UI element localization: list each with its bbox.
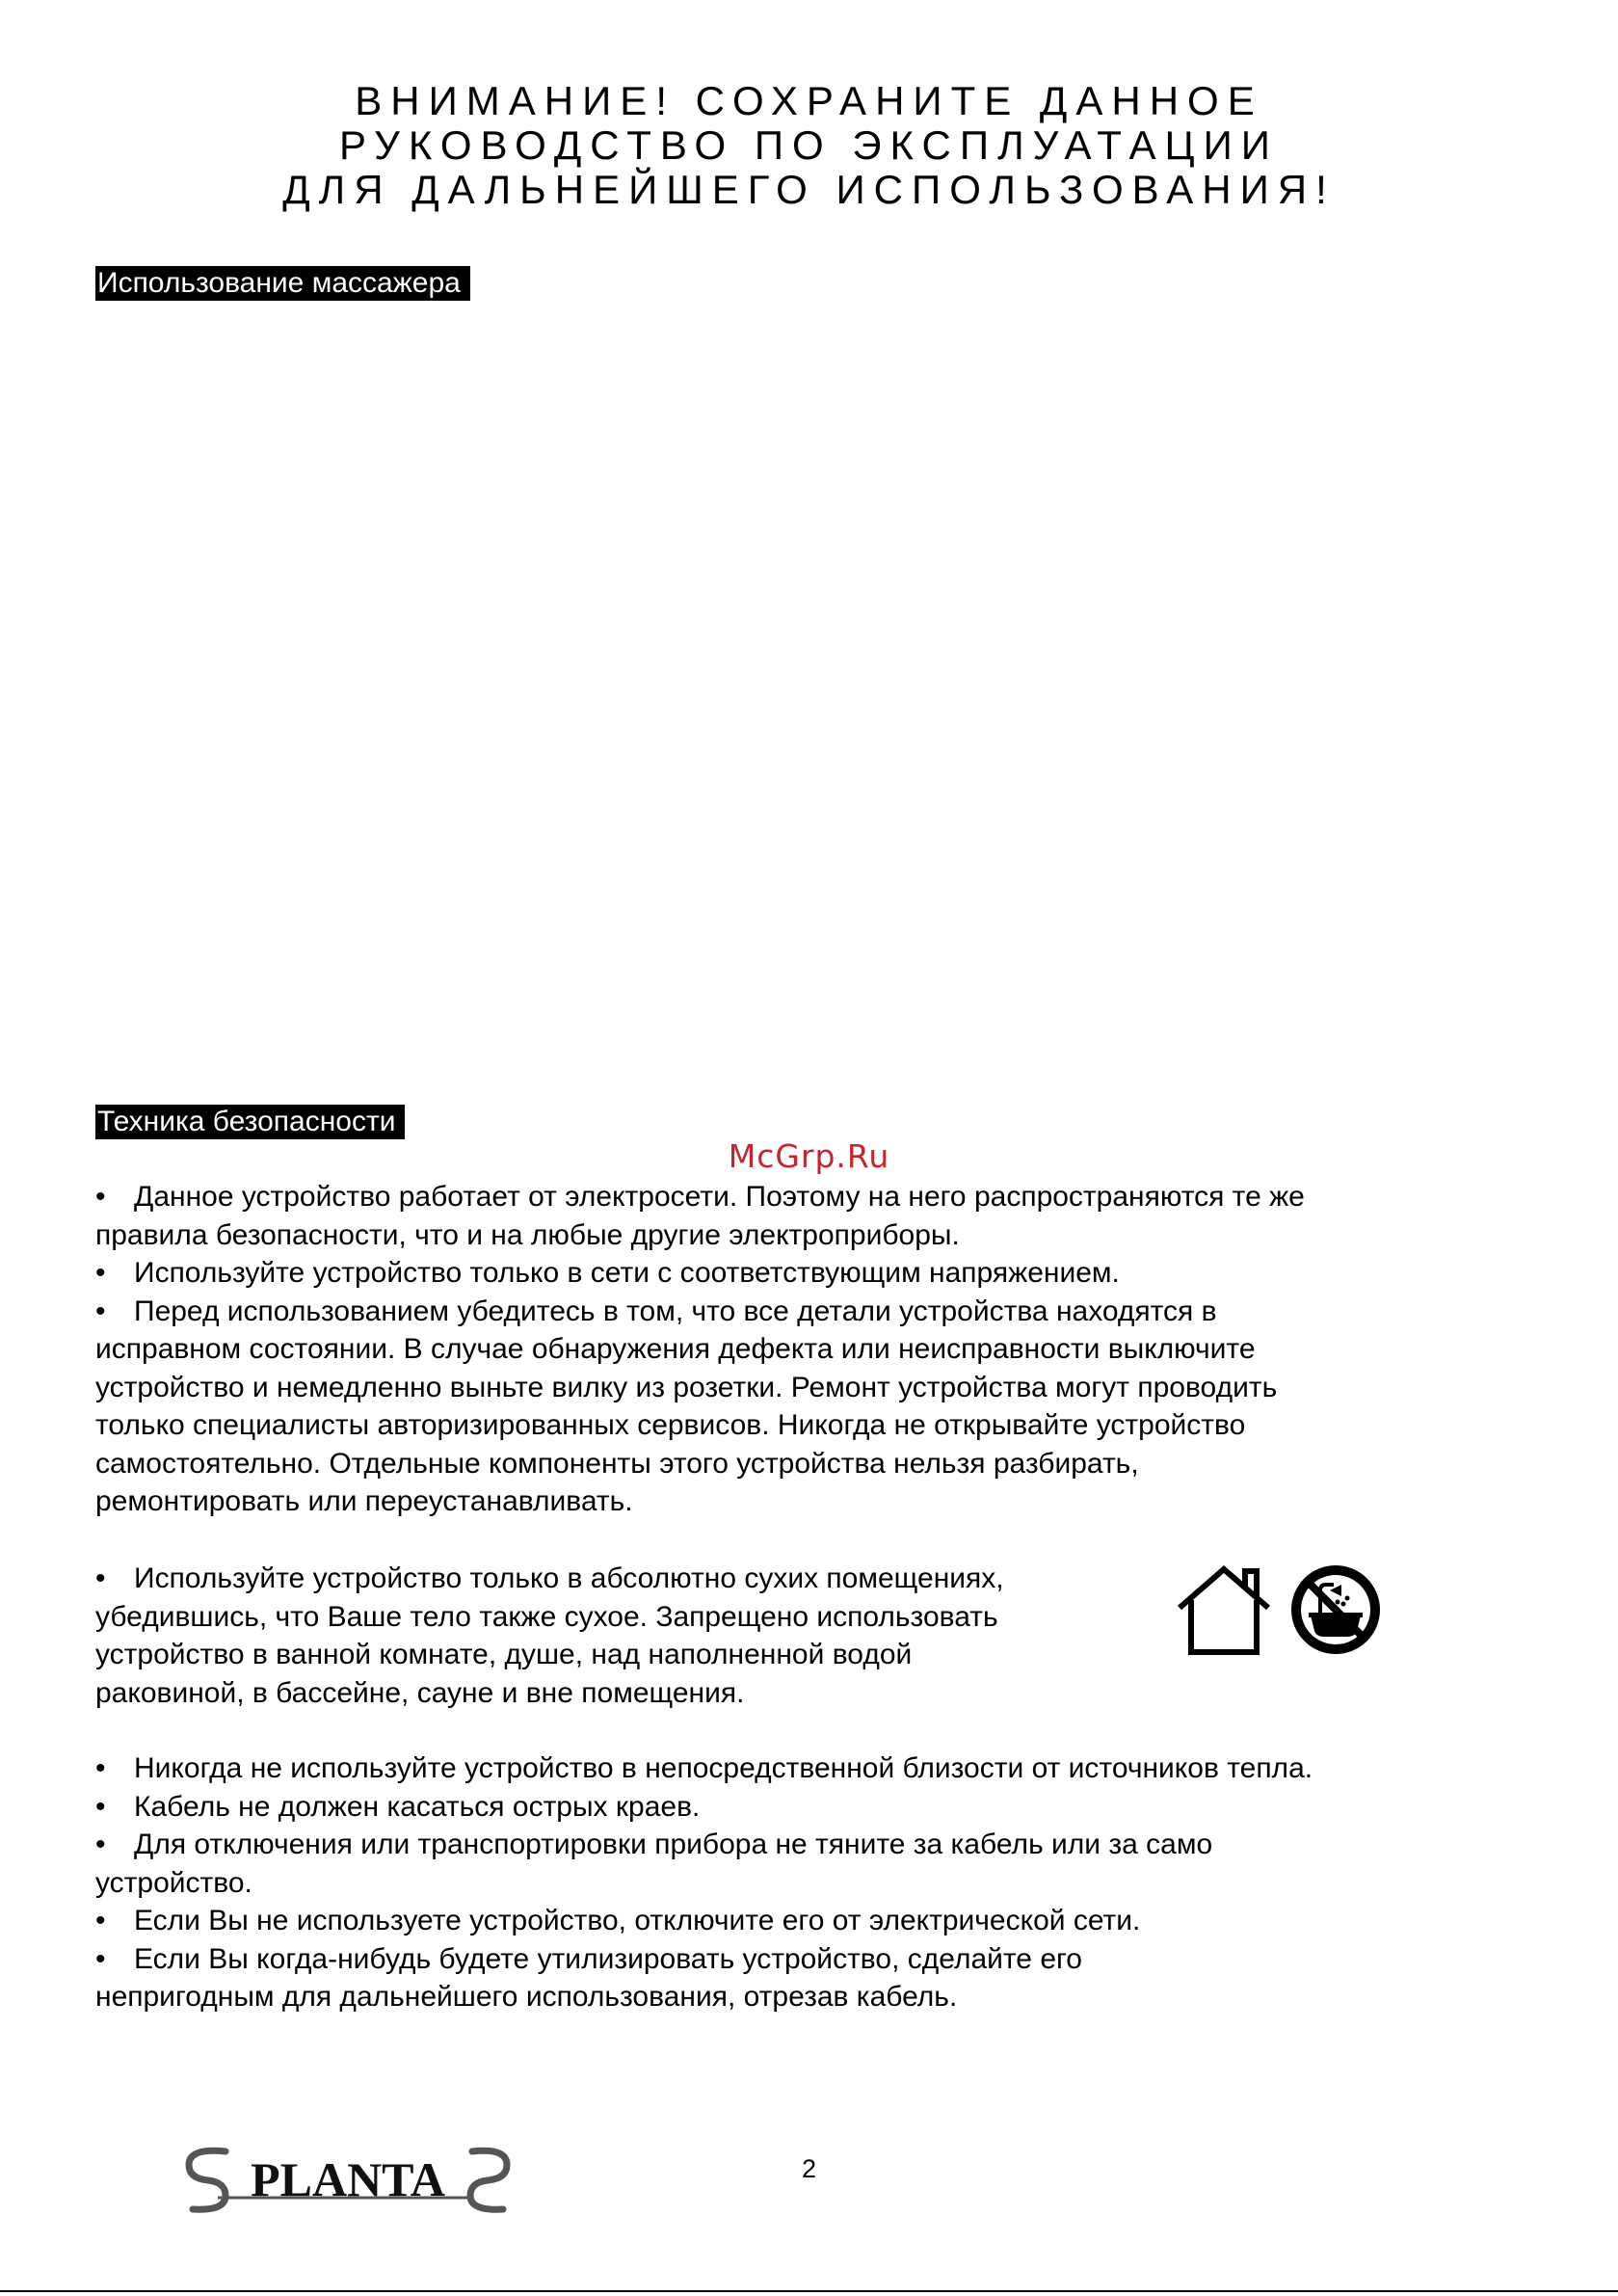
list-item: • Данное устройство работает от электросети. Поэтому на него распространяются те же [95,1181,1305,1213]
safety-block-1 [95,1178,1522,1521]
title-line: ДЛЯ ДАЛЬНЕЙШЕГО ИСПОЛЬЗОВАНИЯ! [282,167,1336,212]
list-item: • Кабель не должен касаться острых краев. [95,1790,701,1823]
list-item-continuation: правила безопасности, что и на любые другие электроприборы. [95,1218,960,1251]
safety-section-heading: Техника безопасности [95,1105,405,1139]
list-item: • Никогда не используйте устройство в непосредственной близости от источников тепла. [95,1752,1313,1784]
list-item-continuation: убедившись, что Ваше тело также сухое. Запрещено использовать [95,1600,998,1633]
list-item: • Для отключения или транспортировки прибора не тяните за кабель или за само [95,1829,1213,1860]
list-item-continuation: непригодным для дальнейшего использования, отрезав кабель. [95,1981,958,2013]
safety-icons [1174,1562,1386,1658]
list-item: • Используйте устройство только в абсолютно сухих помещениях, [95,1562,1004,1594]
list-item-continuation: устройство. [95,1866,252,1899]
list-item-continuation: исправном состоянии. В случае обнаружения дефекта или неисправности выключите [95,1333,1256,1365]
safety-block-2 [95,1560,1165,1712]
safety-block-3 [95,1749,1522,2016]
list-item: • Если Вы не используете устройство, отключите его от электрической сети. [95,1905,1141,1936]
list-item: • Используйте устройство только в сети с соответствующим напряжением. [95,1257,1120,1289]
page-title [0,79,1618,212]
list-item-continuation: только специалисты авторизированных сервисов. Никогда не открывайте устройство [95,1409,1246,1441]
list-item-continuation: устройство в ванной комнате, душе, над наполненной водой [95,1639,913,1670]
watermark: McGrp.Ru [728,1137,890,1175]
usage-section-heading: Использование массажера [95,266,470,301]
list-item-continuation: раковиной, в бассейне, сауне и вне помещения. [95,1676,745,1709]
no-bath-shower-icon [1286,1562,1386,1658]
list-item-continuation: ремонтировать или переустанавливать. [95,1485,633,1517]
list-item-continuation: устройство и немедленно выньте вилку из розетки. Ремонт устройства могут проводить [95,1371,1278,1403]
list-item: • Перед использованием убедитесь в том, что все детали устройства находятся в [95,1295,1217,1327]
footer-divider [0,2290,1618,2292]
title-line: ВНИМАНИЕ! СОХРАНИТЕ ДАННОЕ [355,78,1263,123]
indoor-house-icon [1174,1562,1274,1658]
list-item: • Если Вы когда-нибудь будете утилизировать устройство, сделайте его [95,1942,1082,1975]
list-item-continuation: самостоятельно. Отдельные компоненты этого устройства нельзя разбирать, [95,1447,1139,1480]
title-line: РУКОВОДСТВО ПО ЭКСПЛУАТАЦИИ [339,122,1279,168]
logo-text: PLANTA [251,2152,445,2206]
page-number: 2 [801,2154,817,2183]
